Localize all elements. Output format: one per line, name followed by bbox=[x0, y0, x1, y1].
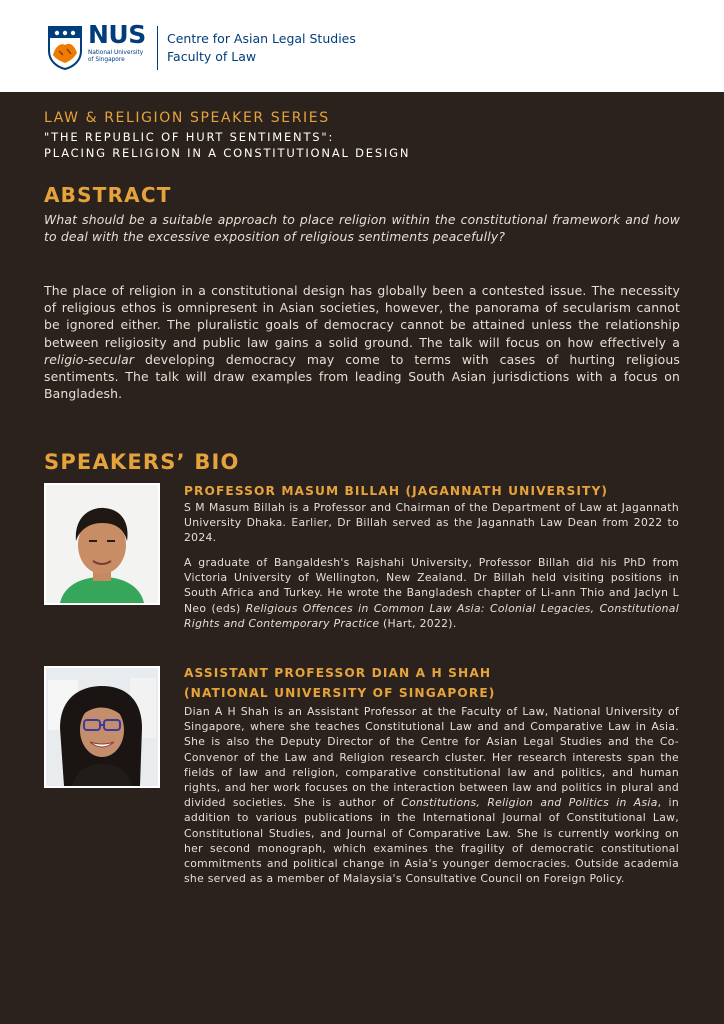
speaker-2-bio: Dian A H Shah is an Assistant Professor at the Faculty of Law, National University of Singapore, where she teaches Constitutional Law and and Comparative Law in Asia. She is also the Deputy Director of the Centre for Asian Legal Studies and the Co-Convenor of the Law and Religion research cluster. Her research interests span the fields of law and religion, comparative constitutional law and politics, and human rights, and her work focuses on the interaction between law and politics in plural and divided societies. She is author of Constitutions, Religion and Politics in Asia, in addition to various publications in the International Journal of Constitutional Law, Constitutional Studies, and Journal of Comparative Law. She is currently working on her second monograph, which examines the fragility of democratic constitutional commitments and political change in Asia's younger democracies. Outside academia she served as a member of Malaysia's Consultative Council on Foreign Policy. bbox=[184, 705, 679, 886]
abstract-italic-term: religio-secular bbox=[44, 351, 135, 367]
speaker-photo-masum-billah bbox=[44, 483, 160, 605]
abstract-question: What should be a suitable approach to place religion within the constitutional framework and how to deal with the excessive exposition of religious sentiments peacefully? bbox=[44, 212, 680, 245]
talk-title-line-1: "THE REPUBLIC OF HURT SENTIMENTS": bbox=[44, 130, 335, 144]
speaker-1-book-title: Religious Offences in Common Law Asia: Colonial Legacies, Constitutional Rights and Contemporary Practice bbox=[184, 601, 679, 630]
speaker-2-name-line-1: ASSISTANT PROFESSOR DIAN A H SHAH bbox=[184, 666, 492, 680]
abstract-body: The place of religion in a constitutional design has globally been a contested issue. The necessity of religious ethos is omnipresent in Asian societies, however, the panorama of secularism cannot be ignored either. The pluralistic goals of democracy cannot be attained unless the relationship between religiosity and public law gains a solid ground. The talk will focus on how effectively a religio-secular developing democracy may come to terms with cases of hurting religious sentiments. The talk will draw examples from leading South Asian jurisdictions with a focus on Bangladesh. bbox=[44, 283, 680, 402]
speakers-bio-heading: SPEAKERS’ BIO bbox=[44, 450, 240, 474]
speaker-photo-dian-shah bbox=[44, 666, 160, 788]
header-divider bbox=[157, 26, 158, 70]
speaker-1-bio-paragraph-1: S M Masum Billah is a Professor and Chairman of the Department of Law at Jagannath University Dhaka. Earlier, Dr Billah served as the Jagannath Law Dean from 2022 to 2024. bbox=[184, 501, 679, 545]
faculty-name: Faculty of Law bbox=[167, 49, 257, 64]
speaker-1-name: PROFESSOR MASUM BILLAH (JAGANNATH UNIVERSITY) bbox=[184, 484, 609, 498]
abstract-heading: ABSTRACT bbox=[44, 183, 172, 207]
header-banner bbox=[0, 0, 724, 92]
nus-logo-subtitle: National University of Singapore bbox=[88, 50, 144, 63]
talk-title-line-2: PLACING RELIGION IN A CONSTITUTIONAL DESIGN bbox=[44, 146, 411, 160]
nus-logo-wordmark: NUS bbox=[88, 20, 146, 49]
speaker-1-bio-paragraph-2: A graduate of Bangaldesh's Rajshahi University, Professor Billah did his PhD from Victoria University of Wellington, New Zealand. Dr Billah held visiting positions in South Africa and Turkey. He wrote the Bangladesh chapter of Li-ann Thio and Jaclyn L Neo (eds) Religious Offences in Common Law Asia: Colonial Legacies, Constitutional Rights and Contemporary Practice (Hart, 2022). bbox=[184, 556, 679, 630]
speaker-2-name-line-2: (NATIONAL UNIVERSITY OF SINGAPORE) bbox=[184, 686, 496, 700]
speaker-2-book-title: Constitutions, Religion and Politics in Asia bbox=[401, 796, 658, 810]
nus-crest-icon bbox=[47, 25, 83, 70]
series-title: LAW & RELIGION SPEAKER SERIES bbox=[44, 110, 330, 126]
centre-name: Centre for Asian Legal Studies bbox=[167, 31, 356, 46]
